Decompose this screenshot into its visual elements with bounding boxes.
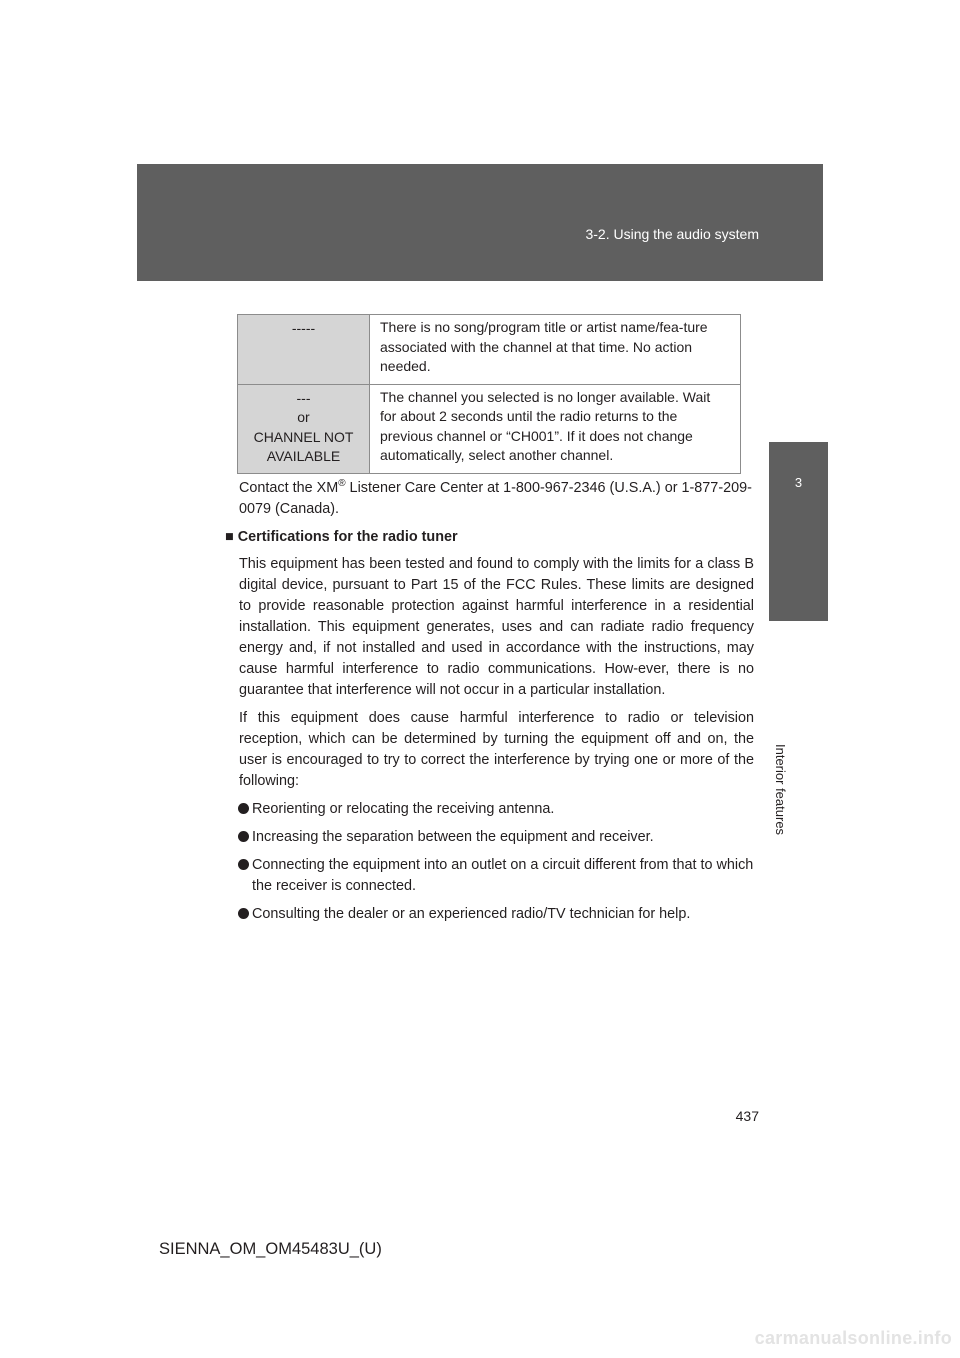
page-number: 437 [735, 1108, 759, 1124]
list-item [225, 904, 754, 925]
contact-text-after: Listener Care Center at 1-800-967-2346 (U.S.A.) or 1-877-209-0079 (Canada). [239, 479, 752, 517]
bullet-dot-icon [238, 831, 249, 842]
list-item-text: Reorienting or relocating the receiving antenna. [252, 800, 555, 817]
message-description: There is no song/program title or artist name/fea-ture associated with the channel at that time. No action needed. [370, 315, 741, 385]
message-code-line: or [297, 409, 310, 425]
interference-paragraph: If this equipment does cause harmful interference to radio or television reception, which can be determined by turning the equipment off and on, the user is encouraged to try to correct the interference by trying one or more of the following: [239, 709, 754, 789]
document-code: SIENNA_OM_OM45483U_(U) [159, 1240, 382, 1258]
list-item [225, 799, 754, 820]
message-code-line: CHANNEL NOT [253, 428, 354, 445]
certifications-paragraph: This equipment has been tested and found to comply with the limits for a class B digital device, pursuant to Part 15 of the FCC Rules. These limits are designed to provide reasonable protection against harmful interference in a residential installation. This equipment generates, uses and can radiate radio frequency energy and, if not installed and used in accordance with the instructions, may cause harmful interference to radio communications. How-ever, there is no guarantee that interference will not occur in a particular installation. [239, 555, 754, 698]
chapter-side-label-text: Interior features [773, 744, 788, 836]
message-code-line: --- [296, 389, 311, 406]
bullet-dot-icon [238, 803, 249, 814]
bullet-dot-icon [238, 859, 249, 870]
chapter-number: 3 [794, 475, 803, 490]
list-item-text: Connecting the equipment into an outlet on a circuit different from that to which the receiver is connected. [252, 856, 754, 894]
chapter-tab [769, 442, 828, 621]
message-table [237, 314, 741, 474]
watermark: carmanualsonline.info [754, 1328, 952, 1348]
header-band [137, 164, 823, 281]
registered-mark: ® [338, 478, 346, 489]
chapter-side-label [772, 624, 792, 836]
message-code-cell [238, 384, 370, 473]
list-item [225, 855, 754, 897]
bullet-dot-icon [238, 908, 249, 919]
table-row [238, 384, 741, 473]
contact-paragraph [225, 473, 754, 520]
message-description: The channel you selected is no longer available. Wait for about 2 seconds until the radio returns to the previous channel or “CH001”. If it does not change automatically, select another channel. [370, 384, 741, 473]
certifications-heading [225, 527, 754, 548]
certifications-heading-text: Certifications for the radio tuner [237, 528, 458, 545]
list-item-text: Increasing the separation between the equipment and receiver. [252, 828, 654, 845]
contact-text-before: Contact the XM [239, 479, 339, 496]
body-content [225, 473, 754, 932]
table-row [238, 315, 741, 385]
list-item [225, 827, 754, 848]
list-item-text: Consulting the dealer or an experienced radio/TV technician for help. [252, 905, 691, 922]
message-code-line: AVAILABLE [266, 448, 341, 464]
message-code-cell [238, 315, 370, 385]
square-bullet-icon: ■ [225, 528, 234, 545]
section-title: 3-2. Using the audio system [585, 226, 759, 242]
message-code-line: ----- [291, 320, 316, 336]
